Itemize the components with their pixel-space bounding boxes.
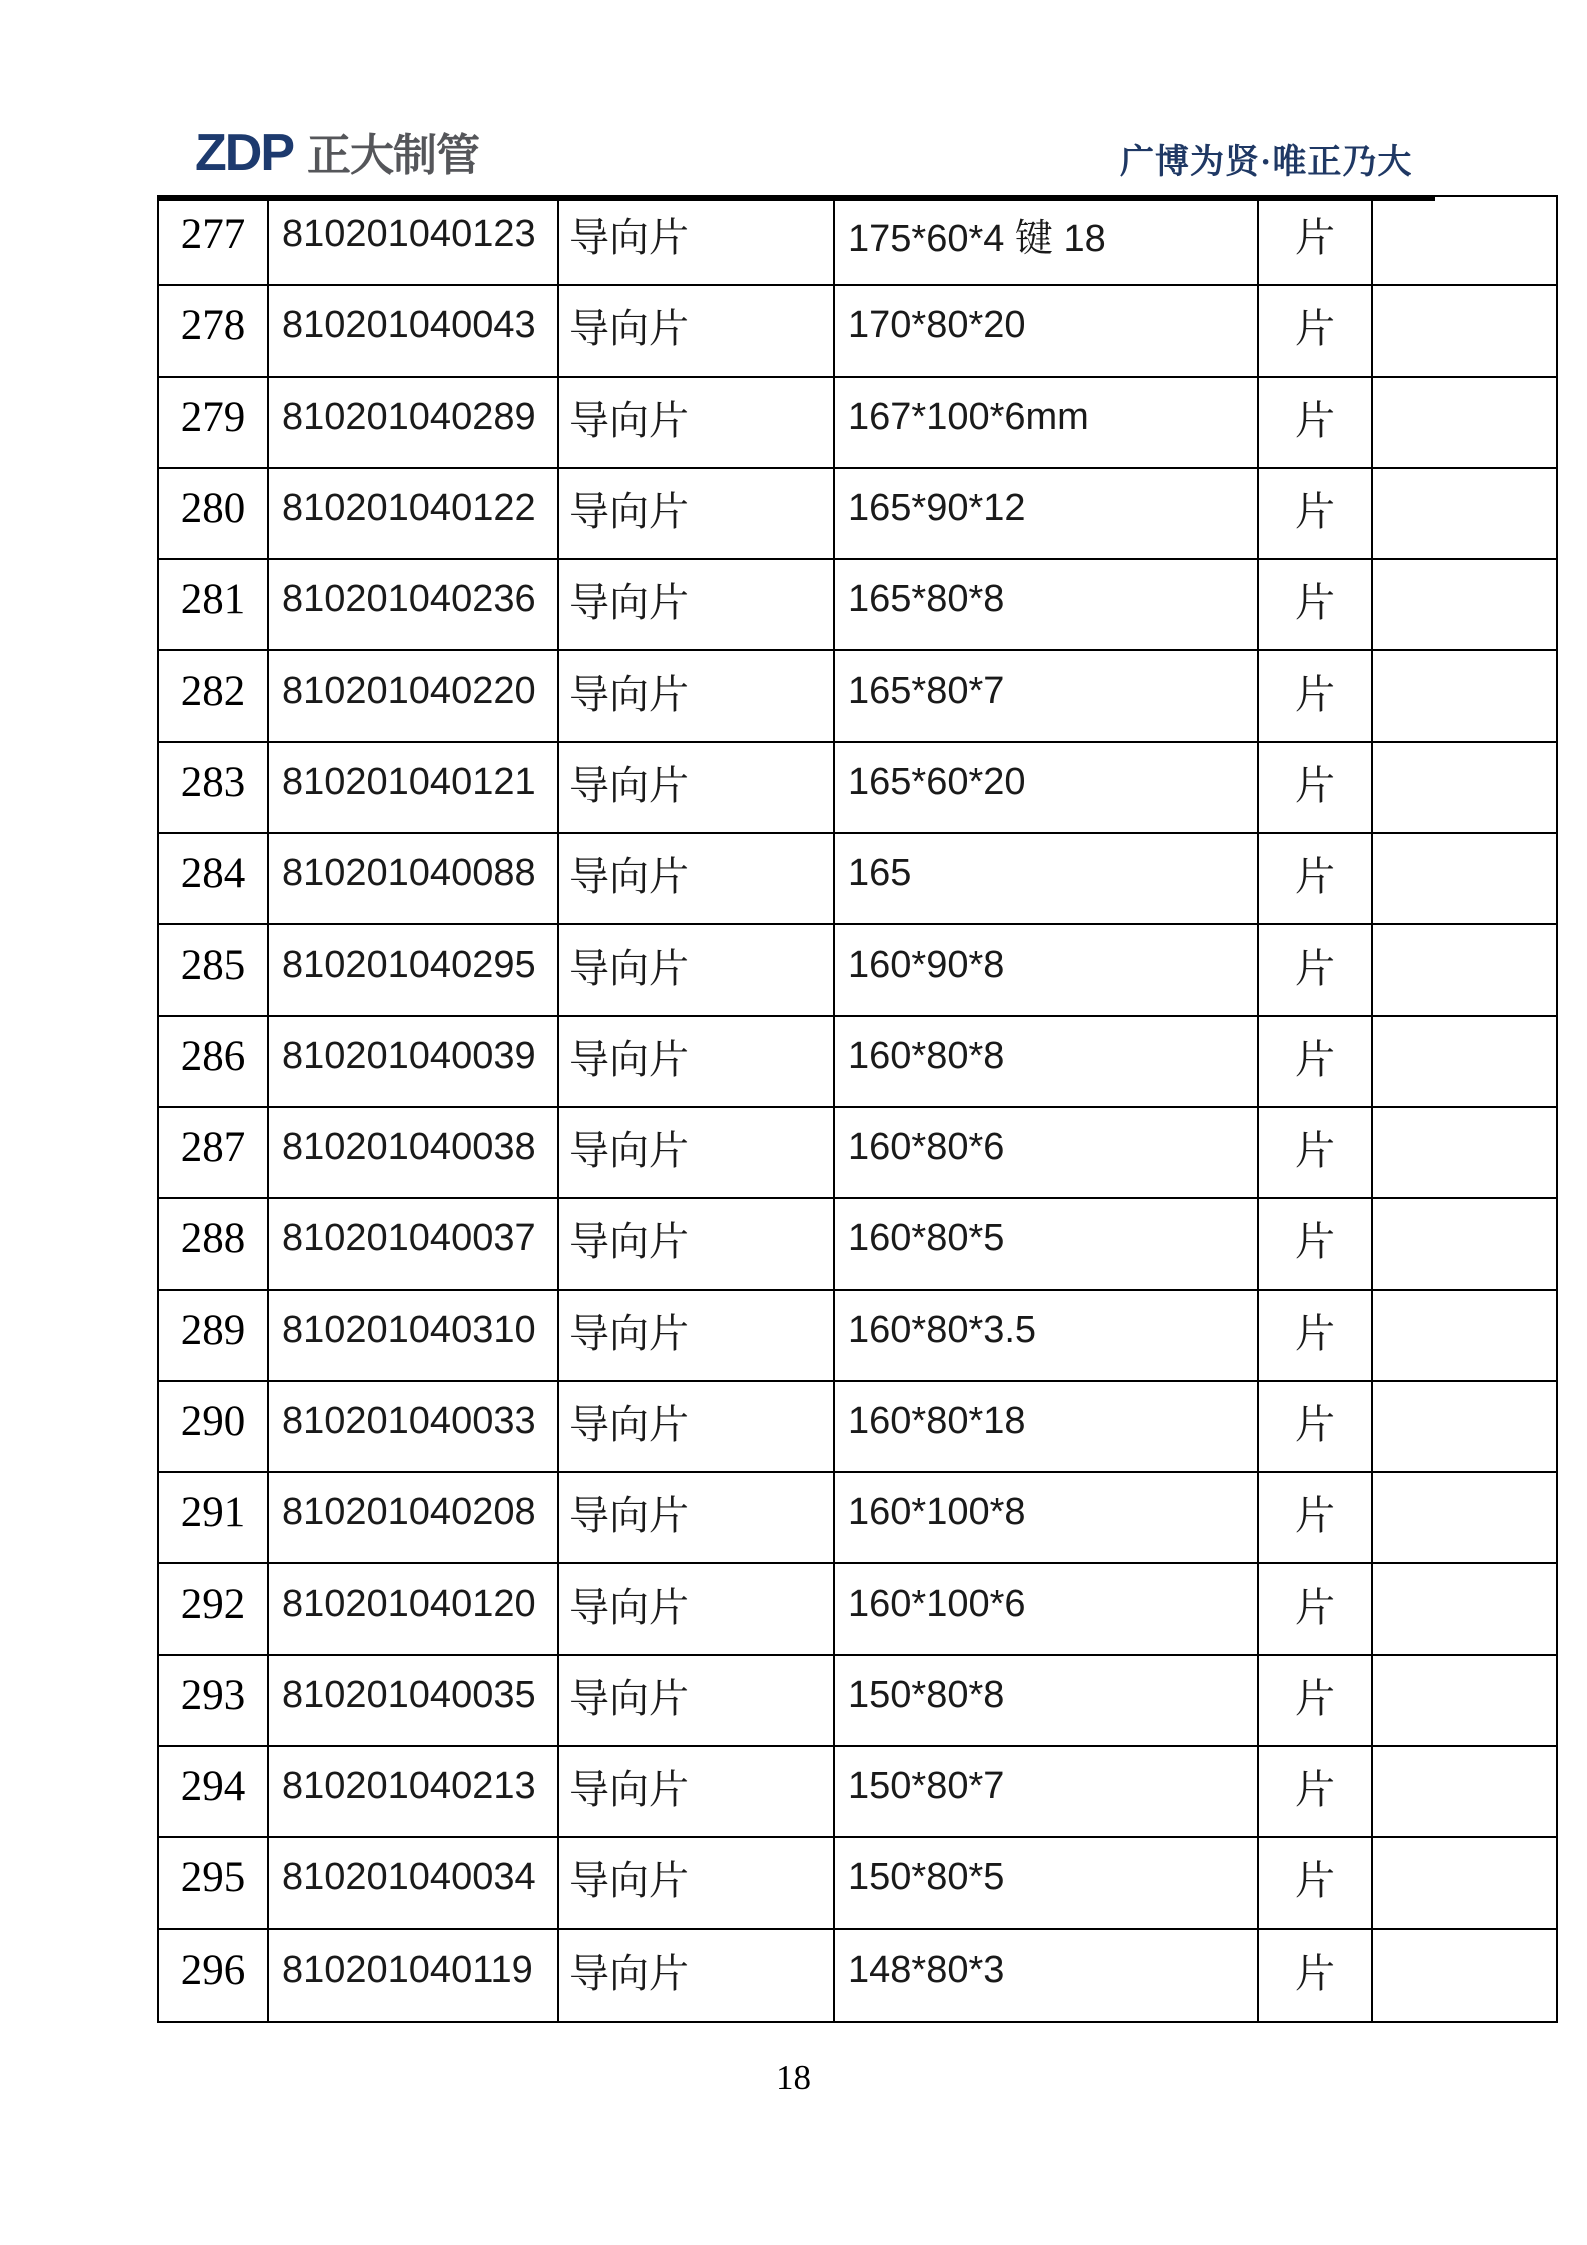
cell-remark <box>1373 834 1556 925</box>
cell-specification: 150*80*7 <box>835 1747 1259 1838</box>
cell-part-name: 导向片 <box>559 1656 835 1747</box>
cell-remark <box>1373 1656 1556 1747</box>
table-row <box>159 743 1556 834</box>
cell-remark <box>1373 1199 1556 1290</box>
cell-remark <box>1373 1747 1556 1838</box>
cell-unit: 片 <box>1259 1291 1373 1382</box>
cell-part-name: 导向片 <box>559 286 835 377</box>
cell-material-code: 810201040039 <box>269 1017 559 1108</box>
cell-part-name: 导向片 <box>559 1017 835 1108</box>
table-row <box>159 834 1556 925</box>
cell-unit: 片 <box>1259 651 1373 742</box>
table-row <box>159 1838 1556 1929</box>
cell-part-name: 导向片 <box>559 1382 835 1473</box>
cell-material-code: 810201040088 <box>269 834 559 925</box>
cell-part-name: 导向片 <box>559 560 835 651</box>
cell-specification: 167*100*6mm <box>835 378 1259 469</box>
cell-row-number: 290 <box>159 1382 269 1473</box>
table-row <box>159 1656 1556 1747</box>
logo-zdp-text: ZDP <box>195 124 293 183</box>
cell-row-number: 283 <box>159 743 269 834</box>
cell-part-name: 导向片 <box>559 1473 835 1564</box>
cell-row-number: 293 <box>159 1656 269 1747</box>
parts-table <box>157 195 1558 2023</box>
cell-specification: 165*90*12 <box>835 469 1259 560</box>
table-row <box>159 1291 1556 1382</box>
cell-row-number: 295 <box>159 1838 269 1929</box>
cell-specification: 148*80*3 <box>835 1930 1259 2021</box>
cell-row-number: 281 <box>159 560 269 651</box>
company-logo <box>195 124 479 183</box>
cell-part-name: 导向片 <box>559 1108 835 1199</box>
table-top-thick-border <box>157 195 1435 201</box>
table-row <box>159 1930 1556 2021</box>
cell-remark <box>1373 1291 1556 1382</box>
cell-part-name: 导向片 <box>559 1930 835 2021</box>
table-row <box>159 469 1556 560</box>
cell-row-number: 291 <box>159 1473 269 1564</box>
cell-remark <box>1373 651 1556 742</box>
cell-part-name: 导向片 <box>559 1564 835 1655</box>
cell-material-code: 810201040037 <box>269 1199 559 1290</box>
cell-unit: 片 <box>1259 1382 1373 1473</box>
cell-specification: 165 <box>835 834 1259 925</box>
cell-material-code: 810201040121 <box>269 743 559 834</box>
table-row <box>159 1017 1556 1108</box>
cell-unit: 片 <box>1259 1473 1373 1564</box>
cell-remark <box>1373 925 1556 1016</box>
cell-material-code: 810201040035 <box>269 1656 559 1747</box>
cell-material-code: 810201040295 <box>269 925 559 1016</box>
cell-material-code: 810201040220 <box>269 651 559 742</box>
cell-unit: 片 <box>1259 560 1373 651</box>
cell-material-code: 810201040208 <box>269 1473 559 1564</box>
cell-material-code: 810201040213 <box>269 1747 559 1838</box>
cell-part-name: 导向片 <box>559 1747 835 1838</box>
cell-unit: 片 <box>1259 469 1373 560</box>
cell-material-code: 810201040034 <box>269 1838 559 1929</box>
cell-specification: 160*80*6 <box>835 1108 1259 1199</box>
cell-part-name: 导向片 <box>559 195 835 286</box>
cell-remark <box>1373 1473 1556 1564</box>
cell-row-number: 292 <box>159 1564 269 1655</box>
cell-unit: 片 <box>1259 1199 1373 1290</box>
cell-row-number: 277 <box>159 195 269 286</box>
cell-material-code: 810201040289 <box>269 378 559 469</box>
table-row <box>159 1564 1556 1655</box>
cell-part-name: 导向片 <box>559 1199 835 1290</box>
cell-remark <box>1373 378 1556 469</box>
cell-remark <box>1373 1930 1556 2021</box>
cell-row-number: 278 <box>159 286 269 377</box>
cell-row-number: 286 <box>159 1017 269 1108</box>
cell-row-number: 279 <box>159 378 269 469</box>
page-number: 18 <box>776 2058 811 2097</box>
cell-remark <box>1373 1017 1556 1108</box>
cell-material-code: 810201040122 <box>269 469 559 560</box>
cell-specification: 160*80*3.5 <box>835 1291 1259 1382</box>
cell-specification: 165*80*7 <box>835 651 1259 742</box>
cell-specification: 160*80*8 <box>835 1017 1259 1108</box>
table-row <box>159 651 1556 742</box>
cell-unit: 片 <box>1259 1747 1373 1838</box>
cell-material-code: 810201040033 <box>269 1382 559 1473</box>
cell-material-code: 810201040120 <box>269 1564 559 1655</box>
cell-material-code: 810201040236 <box>269 560 559 651</box>
cell-row-number: 288 <box>159 1199 269 1290</box>
cell-part-name: 导向片 <box>559 651 835 742</box>
cell-specification: 165*80*8 <box>835 560 1259 651</box>
cell-unit: 片 <box>1259 195 1373 286</box>
cell-part-name: 导向片 <box>559 1838 835 1929</box>
cell-specification: 150*80*8 <box>835 1656 1259 1747</box>
cell-specification: 160*80*18 <box>835 1382 1259 1473</box>
cell-specification: 160*100*8 <box>835 1473 1259 1564</box>
cell-remark <box>1373 1838 1556 1929</box>
cell-unit: 片 <box>1259 378 1373 469</box>
cell-remark <box>1373 286 1556 377</box>
cell-part-name: 导向片 <box>559 1291 835 1382</box>
cell-unit: 片 <box>1259 1017 1373 1108</box>
cell-row-number: 294 <box>159 1747 269 1838</box>
table-row <box>159 286 1556 377</box>
cell-specification: 165*60*20 <box>835 743 1259 834</box>
table-row <box>159 378 1556 469</box>
table-row <box>159 1199 1556 1290</box>
cell-row-number: 282 <box>159 651 269 742</box>
cell-part-name: 导向片 <box>559 378 835 469</box>
cell-unit: 片 <box>1259 1108 1373 1199</box>
table-row <box>159 925 1556 1016</box>
cell-row-number: 285 <box>159 925 269 1016</box>
cell-remark <box>1373 743 1556 834</box>
logo-company-name: 正大制管 <box>307 131 479 180</box>
cell-row-number: 287 <box>159 1108 269 1199</box>
table-row <box>159 1747 1556 1838</box>
cell-remark <box>1373 1564 1556 1655</box>
cell-specification: 160*80*5 <box>835 1199 1259 1290</box>
cell-row-number: 284 <box>159 834 269 925</box>
cell-unit: 片 <box>1259 834 1373 925</box>
cell-remark <box>1373 469 1556 560</box>
cell-remark <box>1373 1382 1556 1473</box>
cell-row-number: 296 <box>159 1930 269 2021</box>
cell-remark <box>1373 195 1556 286</box>
cell-unit: 片 <box>1259 1656 1373 1747</box>
cell-material-code: 810201040119 <box>269 1930 559 2021</box>
table-row <box>159 1382 1556 1473</box>
cell-unit: 片 <box>1259 1564 1373 1655</box>
cell-row-number: 289 <box>159 1291 269 1382</box>
cell-remark <box>1373 1108 1556 1199</box>
cell-specification: 170*80*20 <box>835 286 1259 377</box>
cell-specification: 160*100*6 <box>835 1564 1259 1655</box>
cell-specification: 175*60*4 键 18 <box>835 195 1259 286</box>
cell-unit: 片 <box>1259 286 1373 377</box>
cell-unit: 片 <box>1259 925 1373 1016</box>
cell-unit: 片 <box>1259 1838 1373 1929</box>
cell-unit: 片 <box>1259 1930 1373 2021</box>
cell-material-code: 810201040043 <box>269 286 559 377</box>
cell-specification: 160*90*8 <box>835 925 1259 1016</box>
table-row <box>159 560 1556 651</box>
cell-part-name: 导向片 <box>559 834 835 925</box>
table-row <box>159 1473 1556 1564</box>
cell-unit: 片 <box>1259 743 1373 834</box>
cell-material-code: 810201040310 <box>269 1291 559 1382</box>
cell-part-name: 导向片 <box>559 925 835 1016</box>
company-slogan: 广博为贤·唯正乃大 <box>1120 144 1413 181</box>
cell-specification: 150*80*5 <box>835 1838 1259 1929</box>
cell-material-code: 810201040123 <box>269 195 559 286</box>
cell-row-number: 280 <box>159 469 269 560</box>
cell-part-name: 导向片 <box>559 469 835 560</box>
table-row <box>159 1108 1556 1199</box>
cell-remark <box>1373 560 1556 651</box>
table-row <box>159 195 1556 286</box>
cell-material-code: 810201040038 <box>269 1108 559 1199</box>
cell-part-name: 导向片 <box>559 743 835 834</box>
